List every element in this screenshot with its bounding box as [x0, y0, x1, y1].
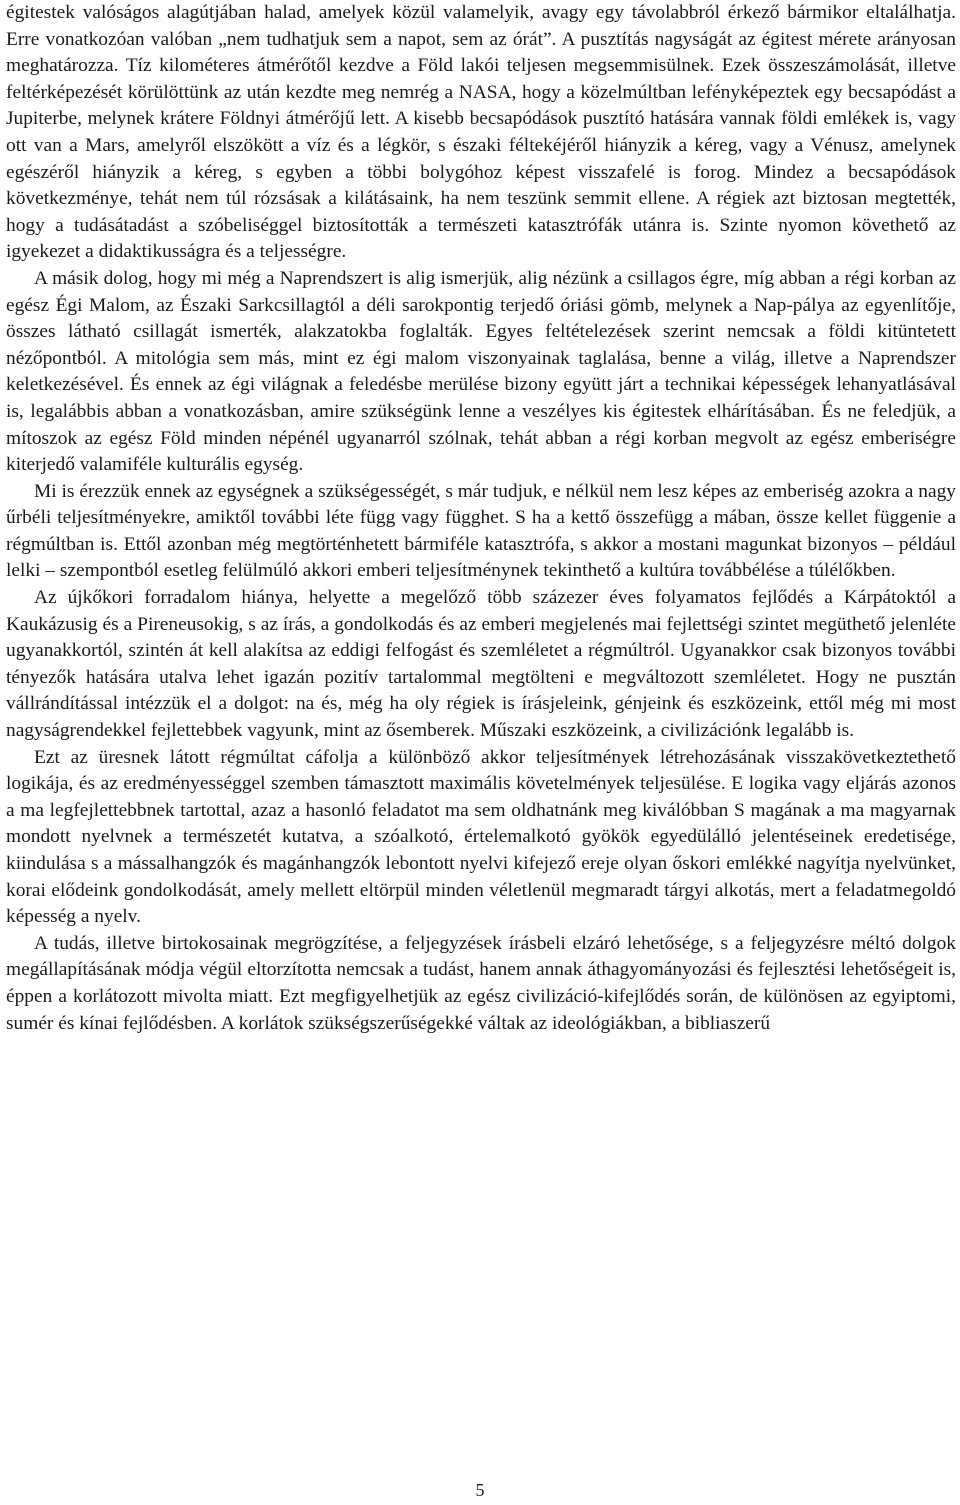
paragraph-3: Mi is érezzük ennek az egységnek a szükségességét, s már tudjuk, e nélkül nem lesz képes az emberiség azokra a nagy űrbéli teljesítményekre, amiktől további léte függ vagy függhet. S ha a kettő összefügg a mában, össze kellet függenie a régmúltban is. Ettől azonban még megtörténhetett bármiféle katasztrófa, s akkor a mostani magunkat bizonyos – például lelki – szempontból esetleg felülmúló akkori emberi teljesítménynek tekinthető a kultúra továbbélése a túlélőkben.	[6, 480, 956, 582]
paragraph-2: A másik dolog, hogy mi még a Naprendszert is alig ismerjük, alig nézünk a csillagos égre, míg abban a régi korban az egész Égi Malom, az Északi Sarkcsillagtól a déli sarokpontig terjedő óriási gömb, melynek a Nap-pálya az egyenlítője, összes látható csillagát ismerték, alakzatokba foglalták. Egyes feltételezések szerint nemcsak a földi kitüntetett nézőpontból. A mitológia sem más, mint ez égi malom viszonyainak taglalása, benne a világ, illetve a Naprendszer keletkezésével. És ennek az égi világnak a feledésbe merülése bizony együtt járt a technikai képességek lehanyatlásával is, legalábbis abban a vonatkozásban, amire szükségünk lenne a veszélyes kis égitestek elhárításában. És ne feledjük, a mítoszok az egész Föld minden népénél ugyanarról szólnak, tehát abban a régi korban megvolt az egész emberiségre kiterjedő valamiféle kulturális egység.	[6, 267, 956, 476]
paragraph-6: A tudás, illetve birtokosainak megrögzítése, a feljegyzések írásbeli elzáró lehetősége, s a feljegyzésre méltó dolgok megállapításának módja végül eltorzította nemcsak a tudást, hanem annak áthagyományozási és fejlesztési lehetőségeit is, éppen a korlátozott mivolta miatt. Ezt megfigyelhetjük az egész civilizáció-kifejlődés során, de különösen az egyiptomi, sumér és kínai fejlődésben. A korlátok szükségszerűségekké váltak az ideológiákban, a bibliaszerű	[6, 932, 956, 1034]
document-page	[6, 0, 956, 1037]
page-number: 5	[475, 1480, 485, 1500]
paragraph-4: Az újkőkori forradalom hiánya, helyette a megelőző több százezer éves folyamatos fejlődés a Kárpátoktól a Kaukázusig és a Pireneusokig, s az írás, a gondolkodás és az emberi megjelenés mai fejlettségi szintet megüthető jelenléte ugyanakkortól, szintén át kell alakítsa az eddigi felfogást és szemléletet a régmúltról. Ugyanakkor csak bizonyos további tényezők hatására utalva lehet igazán pozitív tartalommal megtölteni e megváltozott szemléletet. Hogy ne pusztán vállrándítással intézzük el a dolgot: na és, még ha oly régiek is írásjeleink, génjeink és eszközeink, ettől még mi most nagyságrendekkel fejlettebbek vagyunk, mint az ősemberek. Műszaki eszközeink, a civilizációnk legalább is.	[6, 587, 956, 742]
paragraph-5: Ezt az üresnek látott régmúltat cáfolja a különböző akkor teljesítmények létrehozásának visszakövetkeztethető logikája, és az eredményességgel szemben támasztott maximális követelmények teljesülése. E logika vagy eljárás azonos a ma legfejlettebbnek tartottal, azaz a hasonló feladatot ma sem oldhatnánk meg kiválóbban S magának a ma magyarnak mondott nyelvnek a természetét kutatva, a szóalkotó, értelemalkotó gyökök egyedülálló jelentéseinek eredetisége, kiindulása s a mássalhangzók és magánhangzók lebontott nyelvi kifejező ereje olyan őskori emlékké nagyítja nyelvünket, korai elődeink gondolkodását, amely mellett eltörpül minden véletlenül megmaradt tárgyi alkotás, mert a feladatmegoldó képesség a nyelv.	[6, 746, 956, 928]
paragraph-1: égitestek valóságos alagútjában halad, amelyek közül valamelyik, avagy egy távolabbról érkező bármikor eltalálhatja. Erre vonatkozóan valóban „nem tudhatjuk sem a napot, sem az órát”. A pusztítás nagyságát az égitest mérete arányosan meghatározza. Tíz kilométeres átmérőtől kezdve a Föld lakói teljesen megsemmisülnek. Ezek összeszámolását, illetve feltérképezését körülöttünk az után kezdte meg nemrég a NASA, hogy a közelmúltban lefényképeztek egy becsapódást a Jupiterbe, melynek krátere Földnyi átmérőjű lett. A kisebb becsapódások pusztító hatására vannak földi emlékek is, vagy ott van a Mars, amelyről elszökött a víz és a légkör, s északi féltekéjéről hiányzik a kéreg, vagy a Vénusz, amelynek egészéről hiányzik a kéreg, s egyben a többi bolygóhoz képest visszafelé is forog. Mindez a becsapódások következménye, tehát nem túl rózsásak a kilátásaink, ha nem teszünk semmit ellene. A régiek azt biztosan megtették, hogy a tudásátadást a szóbeliséggel biztosították a természeti katasztrófák utánra is. Szinte nyomon követhető az igyekezet a didaktikusságra és a teljességre.	[6, 2, 956, 263]
